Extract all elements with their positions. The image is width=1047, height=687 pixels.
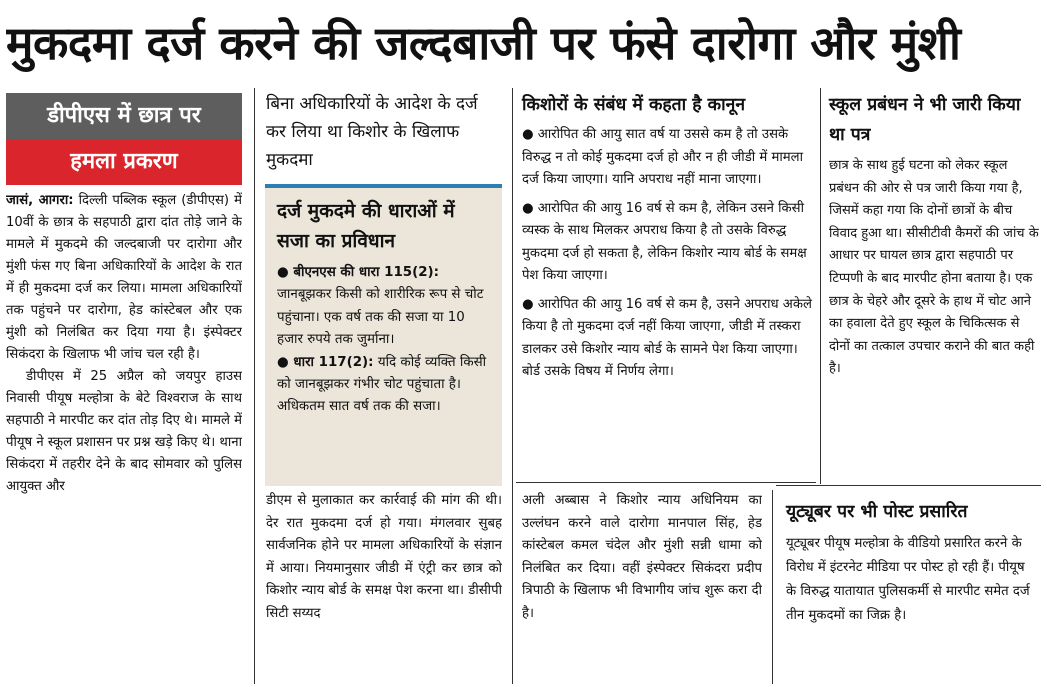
col4-text: छात्र के साथ हुई घटना को लेकर स्कूल प्रबंधन की ओर से पत्र जारी किया गया है, जिसमें कहा गया कि दोनों छात्रों के बीच विवाद हुआ था। सीसीटीवी कैमरों की जांच के आधार पर घायल छात्र द्वारा सहपाठी पर टिप्पणी के बाद मारपीट होना बताया है। एक छात्र के चेहरे और दूसरे के हाथ में चोट आने का हवाला देते हुए स्कूल के चिकित्सक से दोनों का तत्काल उपचार कराने की बात कही है। xyxy=(829,158,1039,377)
kicker-bottom: हमला प्रकरण xyxy=(6,139,242,185)
dateline: जासं, आगरा: xyxy=(6,193,74,208)
law-bullet-2-text: आरोपित की आयु 16 वर्ष से कम है, लेकिन उसने किसी व्यस्क के साथ मिलकर अपराध किया है तो उसके विरुद्ध मुकदमा दर्ज हो सकता है, लेकिन किशोर न्याय बोर्ड के समक्ष पेश किया जाएगा। xyxy=(522,200,807,283)
headline: मुकदमा दर्ज करने की जल्दबाजी पर फंसे दारोगा और मुंशी xyxy=(6,16,961,70)
box-item-2-text: यदि कोई व्यक्ति किसी को जानबूझकर गंभीर चोट पहुंचाता है। अधिकतम सात वर्ष तक की सजा। xyxy=(277,354,487,415)
law-bullet-3-text: आरोपित की आयु 16 वर्ष से कम है, उसने अपराध अकेले किया है तो मुकदमा दर्ज नहीं किया जाएगा, जीडी में तस्करा डालकर उसे किशोर न्याय बोर्ड के सामने पेश किया जाएगा। बोर्ड उसके विषय में निर्णय लेगा। xyxy=(522,296,812,379)
col2-subhead: बिना अधिकारियों के आदेश के दर्ज कर लिया था किशोर के खिलाफ मुकदमा xyxy=(266,94,478,170)
col3-subhead: किशोरों के संबंध में कहता है कानून xyxy=(522,95,746,115)
col3-continued: अली अब्बास ने किशोर न्याय अधिनियम का उल्लंघन करने वाले दारोगा मानपाल सिंह, हेड कांस्टेबल कमल चंदेल और मुंशी सन्नी धामा को निलंबित कर दिया। वहीं इंस्पेक्टर सिकंदरा प्रदीप त्रिपाठी के खिलाफ भी विभागीय जांच शुरू करा दी है। xyxy=(522,493,762,621)
bullet-icon: ● xyxy=(522,200,538,216)
box-item-1-text: जानबूझकर किसी को शारीरिक रूप से चोट पहुंचाना। एक वर्ष तक की सजा या 10 हजार रुपये तक जुर्माना। xyxy=(277,287,484,348)
box-item-2-label: धारा 117(2): xyxy=(293,354,374,370)
col1-para2: डीपीएस में 25 अप्रैल को जयपुर हाउस निवासी पीयूष मल्होत्रा के बेटे विश्वराज के साथ सहपाठी ने मारपीट कर दांत तोड़ दिए थे। मामले में पीयूष ने स्कूल प्रशासन पर प्रश्न खड़े किए थे। थाना सिकंदरा में तहरीर देने के बाद सोमवार को पुलिस आयुक्त और xyxy=(6,369,242,494)
punishment-box-text xyxy=(277,262,492,419)
column-divider-3 xyxy=(820,88,821,484)
column-divider-1 xyxy=(254,88,255,684)
col2-continued: डीएम से मुलाकात कर कार्रवाई की मांग की थी। देर रात मुकदमा दर्ज हो गया। मंगलवार सुबह सार्वजनिक होने पर मामला अधिकारियों के संज्ञान में आया। नियमानुसार जीडी में एंट्री कर छात्र को किशोर न्याय बोर्ड के समक्ष पेश करना था। डीसीपी सिटी सय्यद xyxy=(266,493,502,621)
youtuber-top-rule xyxy=(776,485,1041,486)
law-bullet-1-text: आरोपित की आयु सात वर्ष या उससे कम है तो उसके विरुद्ध न तो कोई मुकदमा दर्ज हो और न ही जीडी में मामला दर्ज किया जाएगा। यानि अपराध नहीं माना जाएगा। xyxy=(522,127,803,187)
law-bullet-3 xyxy=(522,294,812,384)
law-bullets xyxy=(522,124,812,384)
column-1 xyxy=(6,190,242,682)
col4-subhead: स्कूल प्रबंधन ने भी जारी किया था पत्र xyxy=(829,95,1021,145)
bullet-icon: ● xyxy=(522,296,538,312)
column-divider-4 xyxy=(772,490,773,684)
law-bullet-1 xyxy=(522,124,812,192)
punishment-box-title: दर्ज मुकदमे की धाराओं में सजा का प्रविधान xyxy=(277,200,455,252)
col1-para1 xyxy=(6,190,242,366)
youtuber-text: यूट्यूबर पीयूष मल्होत्रा के वीडियो प्रसारित करने के विरोध में इंटरनेट मीडिया पर पोस्ट हो रही हैं। पीयूष के विरुद्ध यातायात पुलिसकर्मी से मारपीट समेत दर्ज तीन मुकदमों का जिक्र है। xyxy=(786,536,1030,623)
col1-para1-text: दिल्ली पब्लिक स्कूल (डीपीएस) में 10वीं के छात्र के सहपाठी द्वारा दांत तोड़े जाने के मामले में मुकदमे की जल्दबाजी पर दारोगा और मुंशी फंस गए बिना अधिकारियों के आदेश के रात में ही मुकदमा दर्ज कर लिया। मामला अधिकारियों तक पहुंचने पर दारोगा, हेड कांस्टेबल और एक मुंशी को निलंबित कर दिया गया है। इंस्पेक्टर सिकंदरा के खिलाफ भी जांच चल रही है। xyxy=(6,193,242,362)
law-box-bottom-rule xyxy=(516,482,816,483)
box-item-1-label: बीएनएस की धारा 115(2): xyxy=(293,265,440,280)
law-bullet-2 xyxy=(522,198,812,288)
bullet-icon: ● xyxy=(277,265,294,280)
box-item-1 xyxy=(277,262,492,352)
bullet-icon: ● xyxy=(522,127,538,142)
bullet-icon: ● xyxy=(277,354,294,370)
box-item-2 xyxy=(277,352,492,419)
column-divider-2 xyxy=(512,88,513,684)
kicker-top: डीपीएस में छात्र पर xyxy=(6,93,242,139)
youtuber-subhead: यूट्यूबर पर भी पोस्ट प्रसारित xyxy=(786,502,968,522)
